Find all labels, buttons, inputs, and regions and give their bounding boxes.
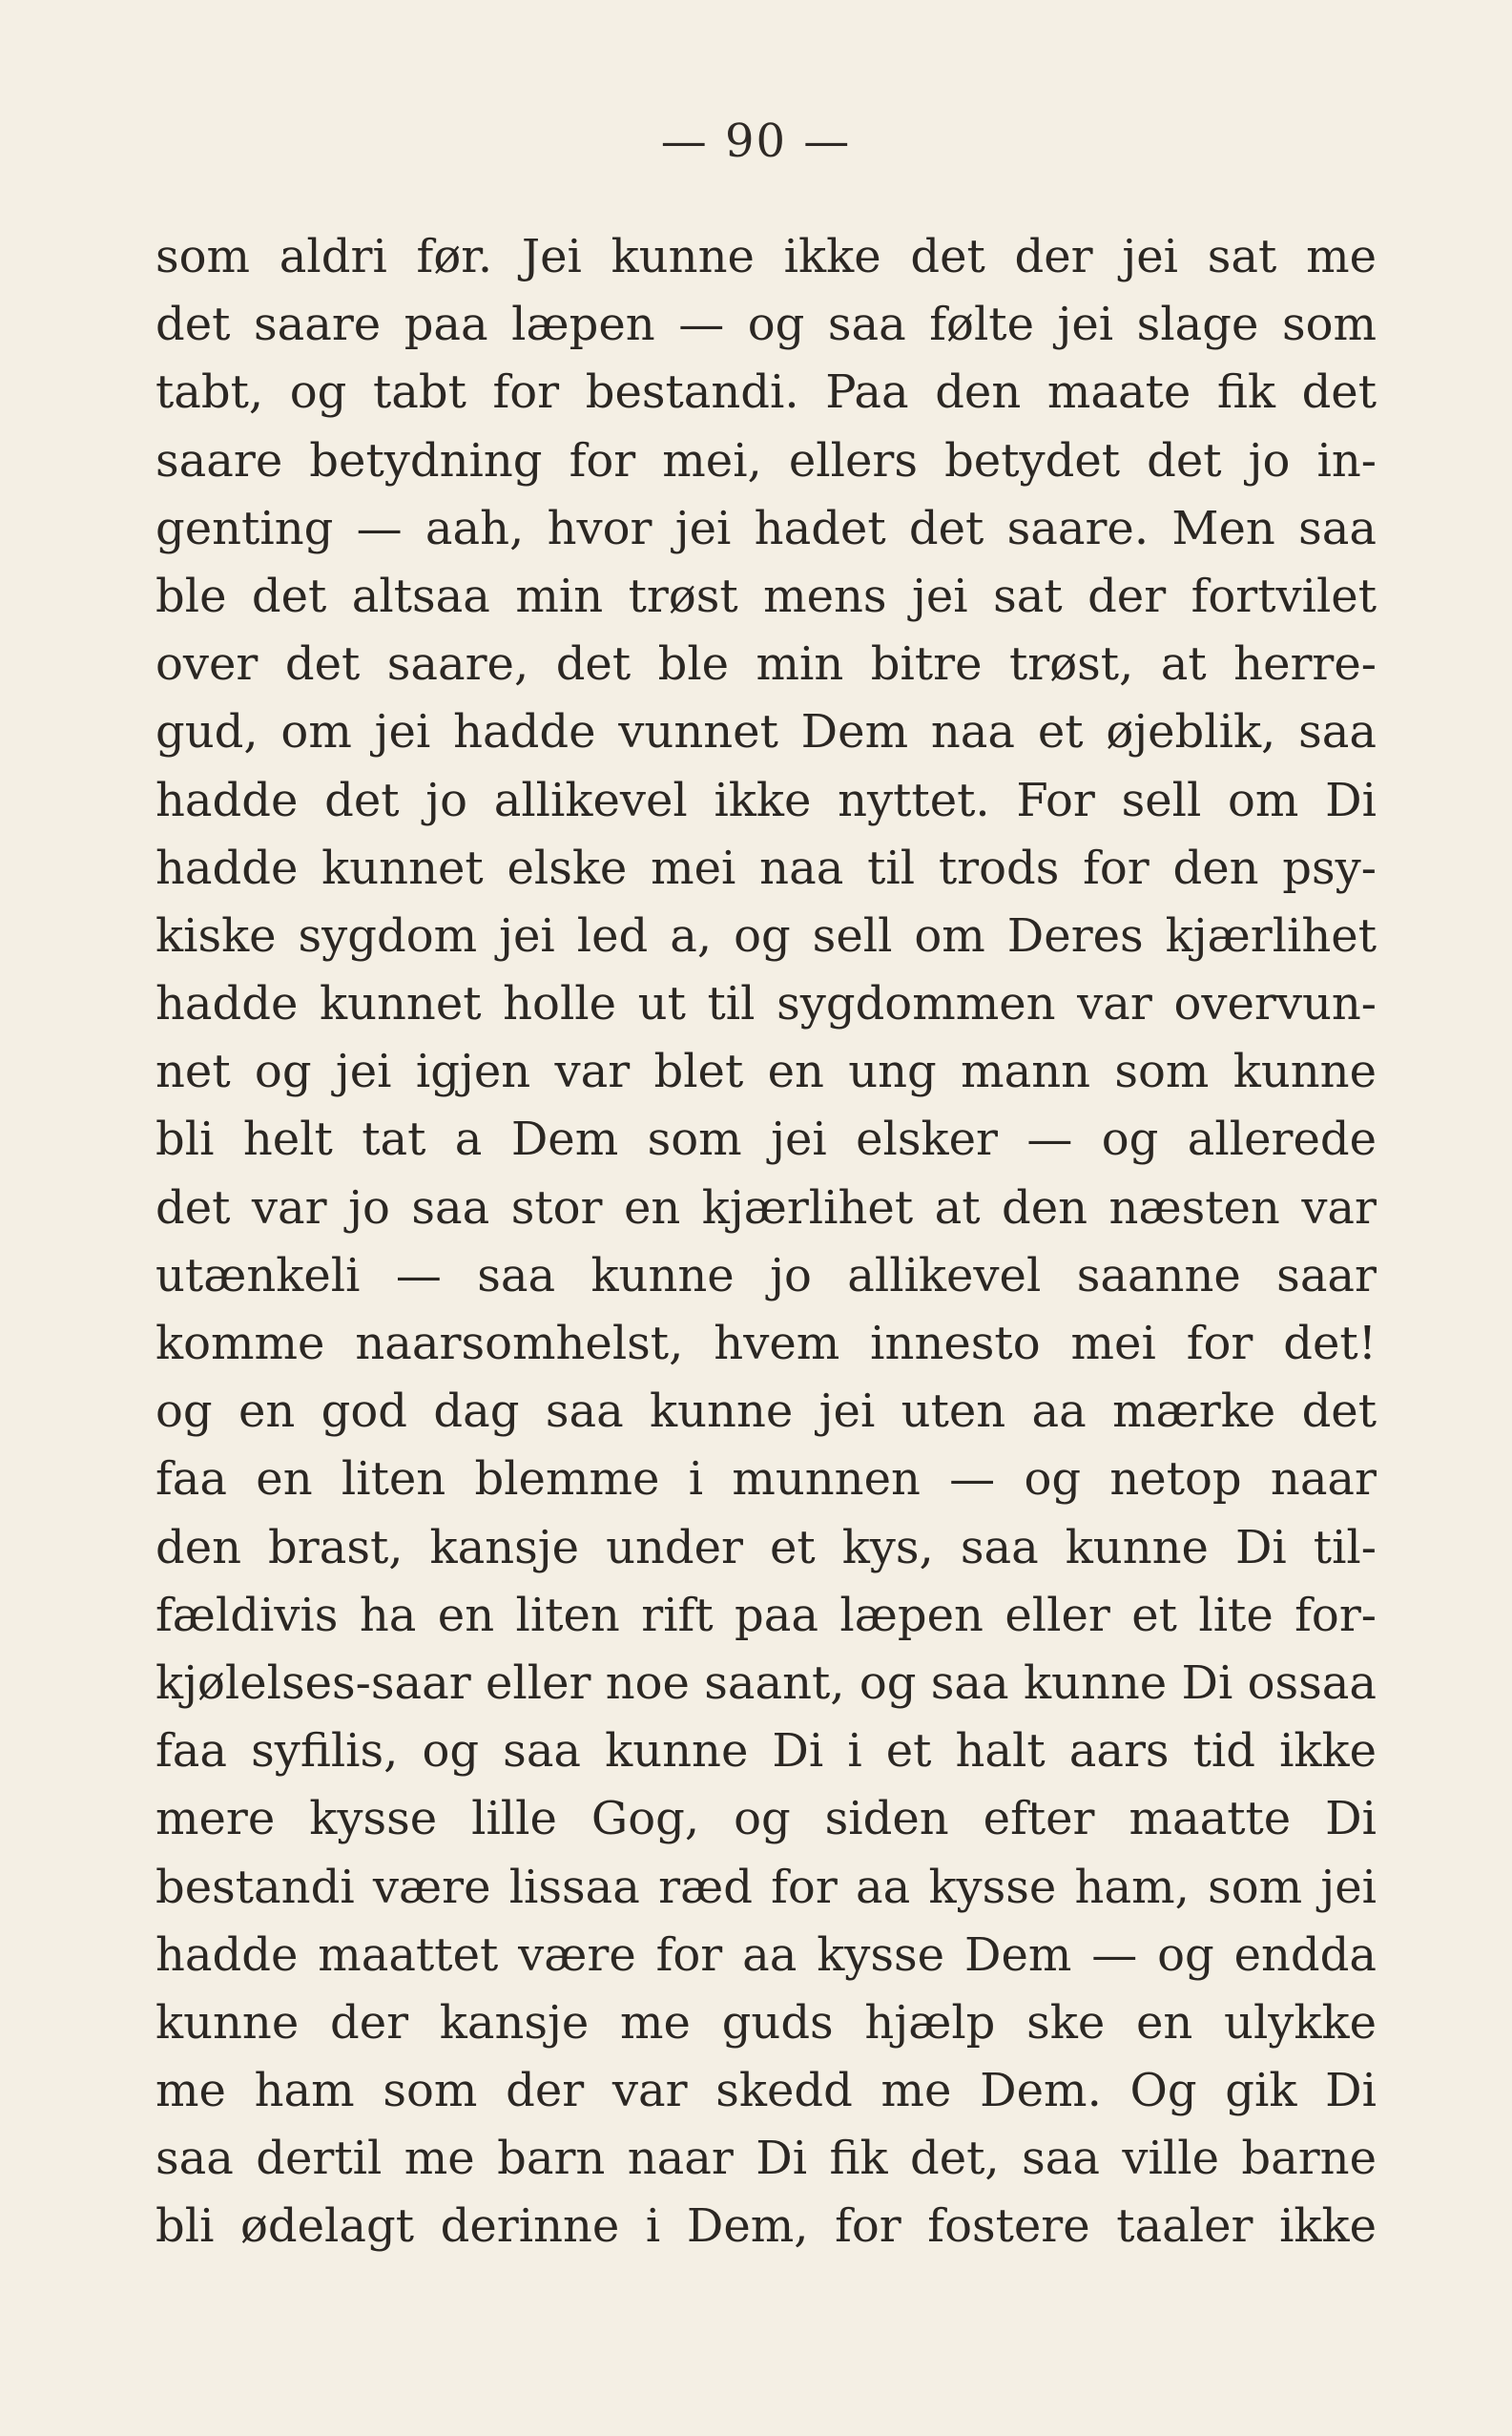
page-number: — 90 —	[660, 115, 852, 168]
text-line-27: kunne der kansje me guds hjælp ske en ulykke	[155, 1995, 1377, 2050]
text-line-14: bli helt tat a Dem som jei elsker — og allerede	[155, 1113, 1377, 1167]
text-line-2: det saare paa læpen — og saa følte jei slage som	[155, 298, 1377, 352]
text-line-20: den brast, kansje under et kys, saa kunne Di til-	[155, 1520, 1377, 1574]
text-line-3: tabt, og tabt for bestandi. Paa den maate fik det	[155, 365, 1377, 420]
text-line-8: gud, om jei hadde vunnet Dem naa et øjeblik, saa	[155, 705, 1377, 760]
text-line-4: saare betydning for mei, ellers betydet det jo in-	[155, 433, 1377, 488]
text-line-18: og en god dag saa kunne jei uten aa mærke det	[155, 1385, 1377, 1439]
text-line-22: kjølelses-saar eller noe saant, og saa kunne Di ossaa	[155, 1655, 1377, 1710]
text-line-25: bestandi være lissaa ræd for aa kysse ham, som jei	[155, 1860, 1377, 1914]
text-line-7: over det saare, det ble min bitre trøst, at herre-	[155, 637, 1377, 692]
text-line-5: genting — aah, hvor jei hadet det saare. Men saa	[155, 501, 1377, 555]
text-line-26: hadde maattet være for aa kysse Dem — og endda	[155, 1927, 1377, 1982]
text-line-17: komme naarsomhelst, hvem innesto mei for det!	[155, 1317, 1377, 1370]
text-line-30: bli ødelagt derinne i Dem, for fostere taaler ikke	[155, 2199, 1377, 2254]
text-line-12: hadde kunnet holle ut til sygdommen var overvun-	[155, 977, 1377, 1031]
text-line-1: som aldri før. Jei kunne ikke det der jei sat me	[155, 230, 1377, 283]
text-line-10: hadde kunnet elske mei naa til trods for den psy-	[155, 841, 1377, 895]
text-line-16: utænkeli — saa kunne jo allikevel saanne saar	[155, 1248, 1377, 1302]
text-line-21: fældivis ha en liten rift paa læpen eller et lite for-	[155, 1588, 1377, 1642]
text-line-6: ble det altsaa min trøst mens jei sat der fortvilet	[155, 569, 1377, 623]
text-line-13: net og jei igjen var blet en ung mann som kunne	[155, 1045, 1377, 1099]
text-line-15: det var jo saa stor en kjærlihet at den næsten var	[155, 1180, 1377, 1235]
text-line-28: me ham som der var skedd me Dem. Og gik Di	[155, 2064, 1377, 2118]
text-line-29: saa dertil me barn naar Di fik det, saa ville barne	[155, 2132, 1377, 2186]
text-line-19: faa en liten blemme i munnen — og netop naar	[155, 1452, 1377, 1507]
text-line-23: faa syfilis, og saa kunne Di i et halt aars tid ikke	[155, 1724, 1377, 1779]
text-line-11: kiske sygdom jei led a, og sell om Deres kjærlihet	[155, 908, 1377, 963]
text-line-9: hadde det jo allikevel ikke nyttet. For sell om Di	[155, 773, 1377, 827]
text-line-24: mere kysse lille Gog, og siden efter maatte Di	[155, 1792, 1377, 1846]
body-text	[155, 223, 1377, 2261]
